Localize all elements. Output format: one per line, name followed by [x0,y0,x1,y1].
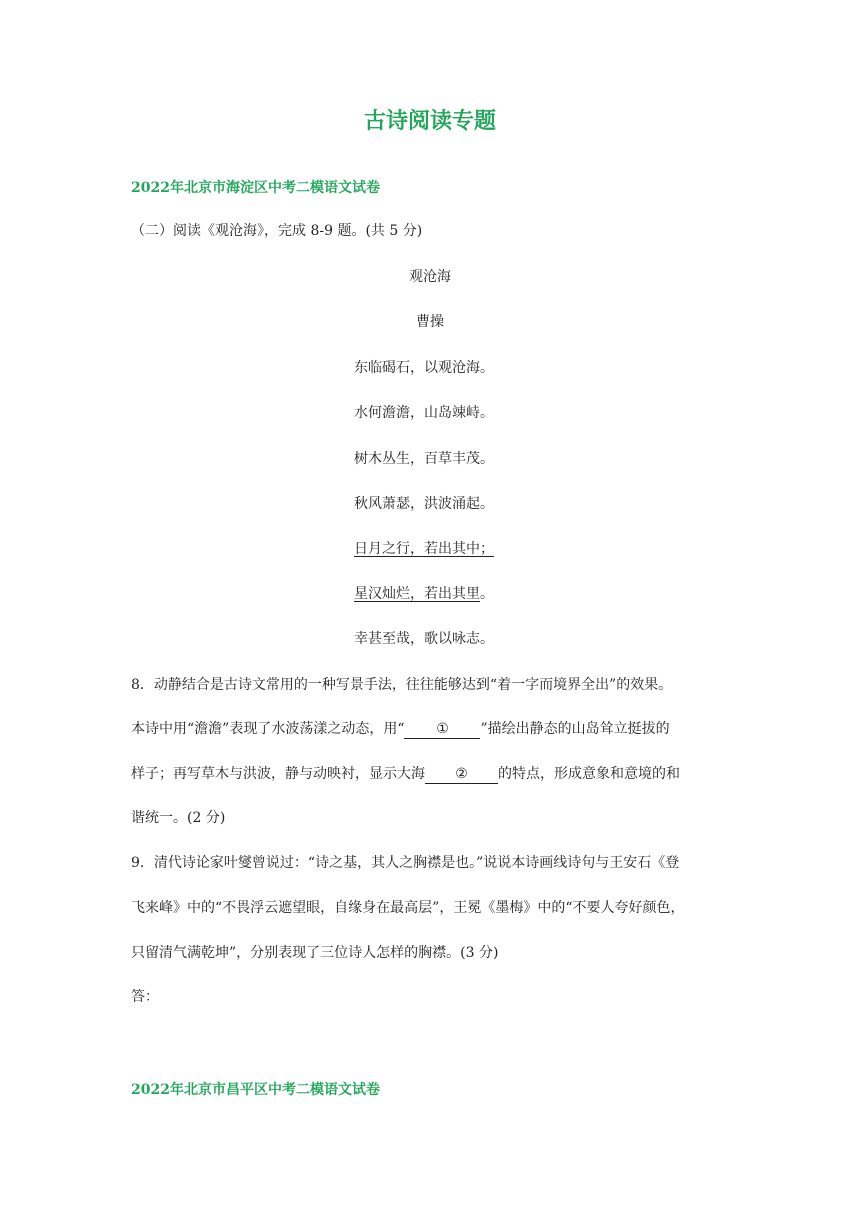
q8-text: 的特点，形成意象和意境的和 [498,766,680,782]
question-9-line: 9．清代诗论家叶燮曾说过：“诗之基，其人之胸襟是也。”说说本诗画线诗句与王安石《登 [131,855,680,871]
q8-text: ”描绘出静态的山岛耸立挺拔的 [480,721,670,737]
question-8-line: 8．动静结合是古诗文常用的一种写景手法，往往能够达到“着一字而境界全出”的效果。 [131,677,673,693]
poem-line: 幸甚至哉，歌以咏志。 [354,631,494,647]
poem-line-underlined: 日月之行，若出其中； [354,541,494,557]
question-8-line: 谐统一。(2 分) [131,810,226,826]
underlined-verse: 星汉灿烂，若出其里 [354,586,480,602]
poem-line: 水何澹澹，山岛竦峙。 [354,405,494,421]
poem-title: 观沧海 [409,269,451,285]
section-heading-haidian: 2022年北京市海淀区中考二模语文试卷 [131,180,380,196]
answer-blank-2: ② [425,766,498,784]
poem-author: 曹操 [416,314,444,330]
section-heading-changping: 2022年北京市昌平区中考二模语文试卷 [131,1082,380,1098]
answer-blank-1: ① [404,721,480,739]
poem-line: 东临碣石，以观沧海。 [354,360,494,376]
q8-text: 样子；再写草木与洪波，静与动映衬，显示大海 [131,766,425,782]
poem-line: 秋风萧瑟，洪波涌起。 [354,496,494,512]
verse-punct: 。 [480,586,494,602]
question-8-line [131,719,670,739]
poem-line: 树木丛生，百草丰茂。 [354,451,494,467]
question-9-line: 只留清气满乾坤”，分别表现了三位诗人怎样的胸襟。(3 分) [131,945,499,961]
question-9-line: 飞来峰》中的“不畏浮云遮望眼，自缘身在最高层”，王冕《墨梅》中的“不要人夸好颜色， [131,900,685,916]
question-8-line [131,764,680,784]
page-title: 古诗阅读专题 [363,109,496,134]
answer-label: 答： [131,989,159,1005]
poem-line-underlined-partial [354,584,494,604]
reading-intro: （二）阅读《观沧海》，完成 8-9 题。(共 5 分) [131,223,423,239]
q8-text: 本诗中用“澹澹”表现了水波荡漾之动态，用“ [131,721,405,737]
